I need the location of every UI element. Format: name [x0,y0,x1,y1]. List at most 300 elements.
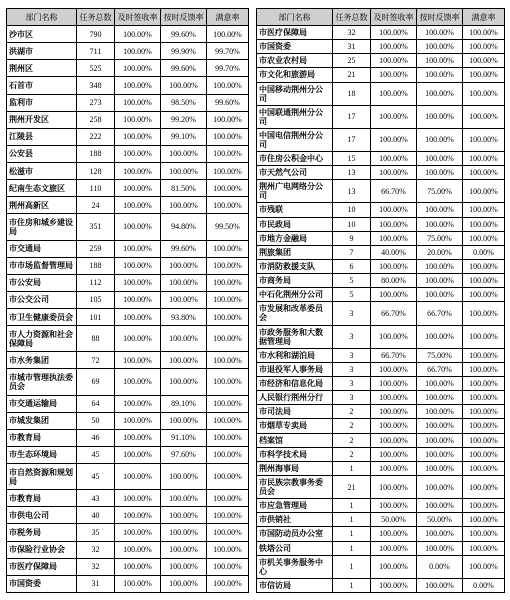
table-row [257,419,505,433]
left-header-satisfaction-rate: 满意率 [207,9,249,26]
department-name-cell: 市公交公司 [7,291,77,308]
department-name-cell: 市教育局 [7,490,77,507]
table-row [7,429,249,446]
feedback-rate-cell: 99.10% [161,128,207,145]
task-total-cell: 2 [333,405,371,419]
department-name-cell: 市国防动员办公室 [257,527,333,541]
table-row [257,288,505,302]
department-name-cell: 市国资委 [257,40,333,54]
table-row [7,94,249,111]
feedback-rate-cell: 100.00% [417,419,463,433]
department-name-cell: 市退役军人事务局 [257,362,333,376]
task-total-cell: 21 [333,68,371,82]
department-name-cell: 市住房公积金中心 [257,151,333,165]
right-header-task-total: 任务总数 [333,9,371,26]
feedback-rate-cell: 100.00% [417,203,463,217]
right-header-feedback-rate: 按时反馈率 [417,9,463,26]
table-row [257,302,505,325]
feedback-rate-cell: 99.60% [161,60,207,77]
department-name-cell: 市水务集团 [7,352,77,369]
satisfaction-rate-cell: 100.00% [207,128,249,145]
table-row [7,180,249,197]
table-row [257,128,505,151]
table-row [7,395,249,412]
satisfaction-rate-cell: 100.00% [463,231,505,245]
signoff-rate-cell: 100.00% [371,555,417,578]
task-total-cell: 348 [77,77,115,94]
task-total-cell: 32 [77,541,115,558]
satisfaction-rate-cell: 100.00% [463,54,505,68]
task-total-cell: 128 [77,163,115,180]
table-row [257,40,505,54]
feedback-rate-cell: 100.00% [161,326,207,352]
satisfaction-rate-cell: 100.00% [463,405,505,419]
signoff-rate-cell: 100.00% [115,128,161,145]
signoff-rate-cell: 100.00% [115,94,161,111]
satisfaction-rate-cell: 100.00% [463,274,505,288]
department-name-cell: 市医疗保障局 [7,558,77,575]
table-row [7,26,249,43]
satisfaction-rate-cell: 100.00% [463,348,505,362]
department-name-cell: 市文化和旅游局 [257,68,333,82]
satisfaction-rate-cell: 100.00% [207,541,249,558]
satisfaction-rate-cell: 99.60% [207,94,249,111]
satisfaction-rate-cell: 100.00% [207,395,249,412]
department-name-cell: 监利市 [7,94,77,111]
department-name-cell: 市交通局 [7,240,77,257]
department-name-cell: 市生态环境局 [7,446,77,463]
department-name-cell: 市医疗保障局 [257,26,333,40]
table-row [7,541,249,558]
signoff-rate-cell: 100.00% [115,60,161,77]
feedback-rate-cell: 100.00% [417,447,463,461]
task-total-cell: 7 [333,245,371,259]
signoff-rate-cell: 100.00% [115,180,161,197]
signoff-rate-cell: 100.00% [115,77,161,94]
task-total-cell: 10 [333,217,371,231]
satisfaction-rate-cell: 100.00% [463,288,505,302]
satisfaction-rate-cell: 100.00% [463,513,505,527]
satisfaction-rate-cell: 100.00% [207,77,249,94]
signoff-rate-cell: 100.00% [371,405,417,419]
feedback-rate-cell: 100.00% [161,197,207,214]
task-total-cell: 3 [333,325,371,348]
satisfaction-rate-cell: 100.00% [463,82,505,105]
satisfaction-rate-cell: 100.00% [207,257,249,274]
department-name-cell: 荆州海事局 [257,461,333,475]
signoff-rate-cell: 100.00% [371,499,417,513]
department-name-cell: 市商务局 [257,274,333,288]
department-name-cell: 公安县 [7,145,77,162]
feedback-rate-cell: 100.00% [417,391,463,405]
department-name-cell: 市住房和城乡建设局 [7,214,77,240]
task-total-cell: 711 [77,43,115,60]
task-total-cell: 43 [77,490,115,507]
table-row [257,376,505,390]
department-name-cell: 中国联通荆州分公司 [257,105,333,128]
task-total-cell: 31 [77,575,115,592]
table-row [7,369,249,395]
feedback-rate-cell: 100.00% [161,412,207,429]
satisfaction-rate-cell: 100.00% [463,259,505,273]
feedback-rate-cell: 100.00% [161,575,207,592]
task-total-cell: 17 [333,105,371,128]
department-name-cell: 江陵县 [7,128,77,145]
signoff-rate-cell: 100.00% [115,429,161,446]
left-header-department: 部门名称 [7,9,77,26]
task-total-cell: 1 [333,555,371,578]
table-row [7,412,249,429]
satisfaction-rate-cell: 100.00% [463,391,505,405]
signoff-rate-cell: 100.00% [115,257,161,274]
table-row [7,145,249,162]
department-name-cell: 市天然气公司 [257,166,333,180]
signoff-rate-cell: 100.00% [115,197,161,214]
satisfaction-rate-cell: 100.00% [463,217,505,231]
satisfaction-rate-cell: 100.00% [463,447,505,461]
signoff-rate-cell: 66.70% [371,348,417,362]
signoff-rate-cell: 50.00% [371,513,417,527]
task-total-cell: 5 [333,274,371,288]
signoff-rate-cell: 100.00% [371,447,417,461]
feedback-rate-cell: 50.00% [417,513,463,527]
signoff-rate-cell: 100.00% [371,362,417,376]
department-name-cell: 市税务局 [7,524,77,541]
table-row [7,446,249,463]
feedback-rate-cell: 100.00% [417,461,463,475]
feedback-rate-cell: 100.00% [161,77,207,94]
department-name-cell: 荆州开发区 [7,111,77,128]
feedback-rate-cell: 100.00% [161,163,207,180]
task-total-cell: 40 [77,507,115,524]
signoff-rate-cell: 80.00% [371,274,417,288]
feedback-rate-cell: 100.00% [417,68,463,82]
left-header-task-total: 任务总数 [77,9,115,26]
signoff-rate-cell: 100.00% [115,369,161,395]
task-total-cell: 21 [333,475,371,498]
task-total-cell: 1 [333,578,371,592]
signoff-rate-cell: 100.00% [115,111,161,128]
table-row [257,105,505,128]
signoff-rate-cell: 100.00% [115,352,161,369]
task-total-cell: 17 [333,128,371,151]
feedback-rate-cell: 100.00% [417,26,463,40]
table-row [257,475,505,498]
department-name-cell: 纪南生态文旅区 [7,180,77,197]
signoff-rate-cell: 100.00% [115,558,161,575]
signoff-rate-cell: 100.00% [115,214,161,240]
task-total-cell: 6 [333,259,371,273]
task-total-cell: 13 [333,180,371,203]
table-row [257,513,505,527]
task-total-cell: 31 [333,40,371,54]
feedback-rate-cell: 100.00% [417,40,463,54]
signoff-rate-cell: 100.00% [115,575,161,592]
task-total-cell: 188 [77,257,115,274]
table-row [7,558,249,575]
satisfaction-rate-cell: 100.00% [463,26,505,40]
department-name-cell: 市烟草专卖局 [257,419,333,433]
feedback-rate-cell: 100.00% [417,499,463,513]
satisfaction-rate-cell: 100.00% [463,419,505,433]
table-row [7,77,249,94]
satisfaction-rate-cell: 100.00% [463,151,505,165]
task-total-cell: 64 [77,395,115,412]
table-row [7,240,249,257]
signoff-rate-cell: 100.00% [371,461,417,475]
department-name-cell: 荆州广电网络分公司 [257,180,333,203]
department-name-cell: 市应急管理局 [257,499,333,513]
department-name-cell: 档案馆 [257,433,333,447]
signoff-rate-cell: 100.00% [371,82,417,105]
department-name-cell: 市残联 [257,203,333,217]
signoff-rate-cell: 100.00% [115,291,161,308]
satisfaction-rate-cell: 100.00% [463,302,505,325]
department-name-cell: 荆州区 [7,60,77,77]
satisfaction-rate-cell: 100.00% [207,26,249,43]
table-row [257,362,505,376]
signoff-rate-cell: 100.00% [115,395,161,412]
satisfaction-rate-cell: 100.00% [207,180,249,197]
feedback-rate-cell: 100.00% [161,145,207,162]
right-table-header-row [257,9,505,26]
table-row [7,111,249,128]
department-name-cell: 市发展和改革委员会 [257,302,333,325]
satisfaction-rate-cell: 100.00% [463,362,505,376]
task-total-cell: 32 [333,26,371,40]
feedback-rate-cell: 75.00% [417,180,463,203]
satisfaction-rate-cell: 100.00% [463,105,505,128]
signoff-rate-cell: 100.00% [115,541,161,558]
table-row [7,257,249,274]
table-row [257,231,505,245]
satisfaction-rate-cell: 0.00% [463,245,505,259]
feedback-rate-cell: 100.00% [417,54,463,68]
signoff-rate-cell: 100.00% [371,217,417,231]
feedback-rate-cell: 100.00% [417,376,463,390]
table-row [257,203,505,217]
feedback-rate-cell: 100.00% [417,405,463,419]
department-name-cell: 市地方金融局 [257,231,333,245]
satisfaction-rate-cell: 100.00% [207,429,249,446]
department-name-cell: 洪湖市 [7,43,77,60]
department-name-cell: 市水利和湖泊局 [257,348,333,362]
table-row [257,82,505,105]
right-header-signoff-rate: 及时签收率 [371,9,417,26]
task-total-cell: 1 [333,499,371,513]
signoff-rate-cell: 100.00% [371,325,417,348]
signoff-rate-cell: 100.00% [371,288,417,302]
department-name-cell: 市卫生健康委员会 [7,309,77,326]
task-total-cell: 18 [333,82,371,105]
task-total-cell: 45 [77,464,115,490]
department-name-cell: 石首市 [7,77,77,94]
feedback-rate-cell: 91.10% [161,429,207,446]
satisfaction-rate-cell: 100.00% [463,68,505,82]
table-row [7,163,249,180]
task-total-cell: 258 [77,111,115,128]
department-name-cell: 铁塔公司 [257,541,333,555]
signoff-rate-cell: 100.00% [115,412,161,429]
signoff-rate-cell: 100.00% [115,26,161,43]
signoff-rate-cell: 100.00% [371,54,417,68]
signoff-rate-cell: 66.70% [371,180,417,203]
signoff-rate-cell: 100.00% [371,203,417,217]
task-total-cell: 110 [77,180,115,197]
feedback-rate-cell: 100.00% [161,524,207,541]
signoff-rate-cell: 100.00% [115,524,161,541]
table-row [7,309,249,326]
feedback-rate-cell: 66.70% [417,362,463,376]
satisfaction-rate-cell: 100.00% [463,40,505,54]
satisfaction-rate-cell: 100.00% [207,352,249,369]
task-total-cell: 1 [333,461,371,475]
left-department-table [6,8,249,593]
task-total-cell: 3 [333,391,371,405]
signoff-rate-cell: 100.00% [115,309,161,326]
feedback-rate-cell: 99.20% [161,111,207,128]
table-row [7,490,249,507]
department-name-cell: 市保险行业协会 [7,541,77,558]
satisfaction-rate-cell: 100.00% [207,240,249,257]
satisfaction-rate-cell: 100.00% [207,412,249,429]
feedback-rate-cell: 100.00% [417,541,463,555]
task-total-cell: 2 [333,447,371,461]
table-row [257,325,505,348]
table-row [257,68,505,82]
department-name-cell: 市人力资源和社会保障局 [7,326,77,352]
department-name-cell: 人民银行荆州分行 [257,391,333,405]
satisfaction-rate-cell: 100.00% [463,180,505,203]
task-total-cell: 32 [77,558,115,575]
signoff-rate-cell: 100.00% [115,145,161,162]
department-name-cell: 市民族宗教事务委员会 [257,475,333,498]
task-total-cell: 3 [333,302,371,325]
feedback-rate-cell: 100.00% [161,291,207,308]
department-name-cell: 松滋市 [7,163,77,180]
department-name-cell: 中国电信荆州分公司 [257,128,333,151]
signoff-rate-cell: 100.00% [115,490,161,507]
table-row [7,464,249,490]
satisfaction-rate-cell: 100.00% [207,464,249,490]
right-department-table [256,8,505,593]
department-name-cell: 市公安局 [7,274,77,291]
department-name-cell: 荆旅集团 [257,245,333,259]
table-row [257,259,505,273]
department-name-cell: 市市场监督管理局 [7,257,77,274]
table-row [257,391,505,405]
satisfaction-rate-cell: 100.00% [207,111,249,128]
feedback-rate-cell: 100.00% [417,578,463,592]
satisfaction-rate-cell: 100.00% [463,461,505,475]
task-total-cell: 3 [333,376,371,390]
department-name-cell: 市国资委 [7,575,77,592]
right-table-body [257,26,505,593]
task-total-cell: 790 [77,26,115,43]
satisfaction-rate-cell: 0.00% [463,578,505,592]
task-total-cell: 45 [77,446,115,463]
department-name-cell: 市司法局 [257,405,333,419]
task-total-cell: 3 [333,362,371,376]
signoff-rate-cell: 100.00% [371,376,417,390]
signoff-rate-cell: 100.00% [371,26,417,40]
task-total-cell: 525 [77,60,115,77]
task-total-cell: 5 [333,288,371,302]
document-page [6,8,504,594]
signoff-rate-cell: 100.00% [371,391,417,405]
table-row [257,527,505,541]
feedback-rate-cell: 66.70% [417,302,463,325]
feedback-rate-cell: 100.00% [417,166,463,180]
department-name-cell: 市消防救援支队 [257,259,333,273]
table-row [257,151,505,165]
signoff-rate-cell: 100.00% [371,40,417,54]
signoff-rate-cell: 100.00% [371,151,417,165]
task-total-cell: 10 [333,203,371,217]
department-name-cell: 荆州高新区 [7,197,77,214]
department-name-cell: 沙市区 [7,26,77,43]
satisfaction-rate-cell: 99.70% [207,43,249,60]
satisfaction-rate-cell: 100.00% [207,369,249,395]
department-name-cell: 市机关事务服务中心 [257,555,333,578]
signoff-rate-cell: 100.00% [115,326,161,352]
satisfaction-rate-cell: 100.00% [207,507,249,524]
feedback-rate-cell: 100.00% [417,527,463,541]
satisfaction-rate-cell: 100.00% [207,163,249,180]
feedback-rate-cell: 100.00% [417,259,463,273]
table-row [257,499,505,513]
feedback-rate-cell: 100.00% [161,507,207,524]
signoff-rate-cell: 100.00% [115,507,161,524]
table-row [257,217,505,231]
department-name-cell: 市城发集团 [7,412,77,429]
satisfaction-rate-cell: 100.00% [463,499,505,513]
signoff-rate-cell: 100.00% [371,231,417,245]
task-total-cell: 69 [77,369,115,395]
task-total-cell: 46 [77,429,115,446]
task-total-cell: 101 [77,309,115,326]
feedback-rate-cell: 75.00% [417,348,463,362]
satisfaction-rate-cell: 100.00% [463,541,505,555]
feedback-rate-cell: 99.60% [161,26,207,43]
table-row [257,180,505,203]
feedback-rate-cell: 99.60% [161,240,207,257]
satisfaction-rate-cell: 100.00% [463,433,505,447]
satisfaction-rate-cell: 100.00% [463,555,505,578]
right-header-department: 部门名称 [257,9,333,26]
signoff-rate-cell: 100.00% [371,166,417,180]
feedback-rate-cell: 100.00% [161,369,207,395]
task-total-cell: 2 [333,419,371,433]
department-name-cell: 市经济和信息化局 [257,376,333,390]
task-total-cell: 3 [333,348,371,362]
feedback-rate-cell: 20.00% [417,245,463,259]
signoff-rate-cell: 100.00% [371,541,417,555]
feedback-rate-cell: 81.50% [161,180,207,197]
feedback-rate-cell: 99.90% [161,43,207,60]
feedback-rate-cell: 89.10% [161,395,207,412]
table-row [7,197,249,214]
table-row [257,447,505,461]
table-row [7,326,249,352]
signoff-rate-cell: 100.00% [371,128,417,151]
department-name-cell: 市供电公司 [7,507,77,524]
department-name-cell: 市政务服务和大数据管理局 [257,325,333,348]
table-row [257,166,505,180]
satisfaction-rate-cell: 99.50% [207,214,249,240]
satisfaction-rate-cell: 100.00% [207,291,249,308]
feedback-rate-cell: 100.00% [417,151,463,165]
